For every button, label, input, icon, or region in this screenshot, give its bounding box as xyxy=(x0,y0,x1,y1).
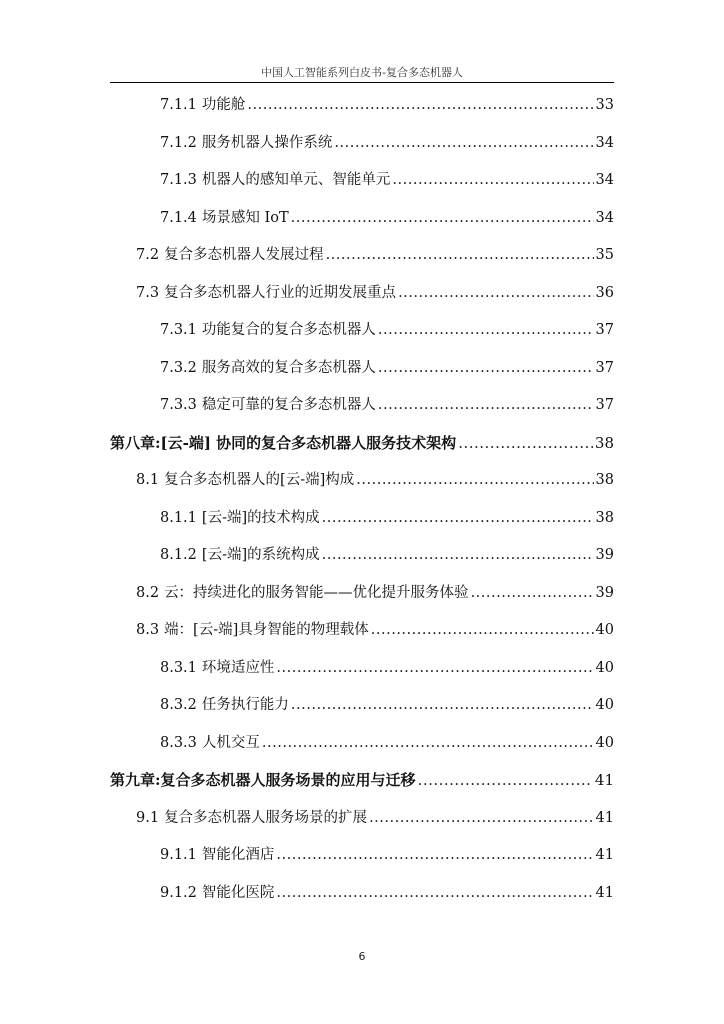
toc-entry-title: 服务高效的复合多态机器人 xyxy=(201,359,376,376)
toc-dot-leader xyxy=(322,544,594,566)
toc-dot-leader xyxy=(418,769,593,791)
toc-dot-leader xyxy=(371,619,594,641)
toc-dot-leader xyxy=(291,694,594,716)
toc-dot-leader xyxy=(378,319,594,341)
page-number: 6 xyxy=(358,950,366,963)
toc-entry[interactable] xyxy=(160,207,614,229)
toc-entry[interactable] xyxy=(160,694,614,716)
toc-entry-number: 7.1.3 xyxy=(160,172,197,188)
toc-entry[interactable] xyxy=(110,432,614,454)
toc-entry[interactable] xyxy=(160,544,614,566)
toc-entry-number: 7.1.4 xyxy=(160,209,197,226)
toc-entry[interactable] xyxy=(160,507,614,529)
toc-entry-title: 任务执行能力 xyxy=(201,697,289,713)
toc-entry-page: 39 xyxy=(595,547,614,563)
toc-entry[interactable] xyxy=(136,244,614,266)
toc-dot-leader xyxy=(291,207,594,229)
toc-entry-title: 功能舱 xyxy=(201,97,246,113)
toc-entry[interactable] xyxy=(160,882,614,904)
running-header: 中国人工智能系列白皮书-复合多态机器人 xyxy=(261,66,463,79)
toc-entry-page: 41 xyxy=(595,809,614,826)
toc-entry[interactable] xyxy=(160,844,614,866)
toc-entry-title: [云-端]的系统构成 xyxy=(201,547,320,563)
toc-entry-title: 复合多态机器人服务场景的扩展 xyxy=(164,809,368,826)
toc-entry-title: 复合多态机器人的[云-端]构成 xyxy=(164,472,355,488)
toc-entry-number: 8.3.3 xyxy=(160,734,197,751)
toc-entry-title: 智能化酒店 xyxy=(201,847,275,863)
toc-entry-page: 34 xyxy=(595,172,614,188)
toc-entry-number: 7.3 xyxy=(136,284,160,301)
toc-entry-title: 智能化医院 xyxy=(201,884,275,901)
toc-entry-title: [云-端]的技术构成 xyxy=(201,509,320,526)
toc-dot-leader xyxy=(334,132,593,154)
toc-entry-title: 人机交互 xyxy=(201,734,260,751)
toc-entry-number: 8.3.2 xyxy=(160,697,197,713)
toc-entry-number: 7.1.1 xyxy=(160,97,197,113)
toc-entry-page: 36 xyxy=(595,284,614,301)
toc-entry-page: 38 xyxy=(594,433,614,452)
toc-entry-page: 40 xyxy=(595,659,614,676)
toc-dot-leader xyxy=(276,882,593,904)
toc-entry[interactable] xyxy=(136,582,614,604)
toc-dot-leader xyxy=(398,282,593,304)
toc-entry-title: 复合多态机器人发展过程 xyxy=(164,247,324,263)
toc-entry-page: 40 xyxy=(595,622,614,638)
toc-entry[interactable] xyxy=(160,357,614,379)
toc-entry-number: 7.3.3 xyxy=(160,397,197,413)
toc-entry-number: 8.1.1 xyxy=(160,509,197,526)
toc-entry-page: 39 xyxy=(595,584,614,601)
toc-dot-leader xyxy=(471,582,594,604)
toc-entry-number: 9.1.2 xyxy=(160,884,197,901)
toc-entry[interactable] xyxy=(160,94,614,116)
toc-dot-leader xyxy=(458,432,593,454)
toc-entry-number: 8.3.1 xyxy=(160,659,197,676)
toc-entry[interactable] xyxy=(160,132,614,154)
toc-entry-number: 8.2 xyxy=(136,584,160,601)
toc-entry-title: 功能复合的复合多态机器人 xyxy=(201,322,376,338)
toc-entry-page: 41 xyxy=(595,847,614,863)
toc-entry-page: 41 xyxy=(594,771,614,789)
toc-entry-page: 38 xyxy=(595,509,614,526)
toc-entry-title: 云：持续进化的服务智能——优化提升服务体验 xyxy=(164,584,469,601)
toc-entry[interactable] xyxy=(160,169,614,191)
toc-entry[interactable] xyxy=(160,319,614,341)
toc-entry-number: 7.3.2 xyxy=(160,359,197,376)
toc-entry-number: 8.1 xyxy=(136,472,160,488)
toc-entry-page: 41 xyxy=(595,884,614,901)
toc-dot-leader xyxy=(356,469,593,491)
toc-entry-number: 8.3 xyxy=(136,622,160,638)
toc-entry-title: 机器人的感知单元、智能单元 xyxy=(201,172,391,188)
toc-dot-leader xyxy=(369,807,593,829)
toc-entry[interactable] xyxy=(136,282,614,304)
toc-entry-title: 复合多态机器人行业的近期发展重点 xyxy=(164,284,397,301)
toc-dot-leader xyxy=(322,507,594,529)
toc-entry-page: 38 xyxy=(595,472,614,488)
toc-entry-number: 9.1.1 xyxy=(160,847,197,863)
toc-entry-title: 稳定可靠的复合多态机器人 xyxy=(201,397,376,413)
toc-entry[interactable] xyxy=(160,732,614,754)
toc-entry-page: 37 xyxy=(595,322,614,338)
toc-entry-page: 40 xyxy=(595,697,614,713)
toc-entry-page: 34 xyxy=(595,134,614,151)
toc-dot-leader xyxy=(392,169,593,191)
toc-entry[interactable] xyxy=(136,807,614,829)
toc-entry-title: 环境适应性 xyxy=(201,659,275,676)
toc-dot-leader xyxy=(276,657,593,679)
toc-entry-page: 34 xyxy=(595,209,614,226)
toc-entry-title: 服务机器人操作系统 xyxy=(201,134,333,151)
toc-entry-number: 7.3.1 xyxy=(160,322,197,338)
toc-entry-page: 40 xyxy=(595,734,614,751)
toc-dot-leader xyxy=(262,732,594,754)
toc-entry-page: 35 xyxy=(595,247,614,263)
toc-entry-title: 端：[云-端]具身智能的物理载体 xyxy=(164,622,369,638)
toc-entry-number: 9.1 xyxy=(136,809,160,826)
toc-entry-title: 第九章:复合多态机器人服务场景的应用与迁移 xyxy=(110,771,416,789)
toc-entry[interactable] xyxy=(136,619,614,641)
toc-entry-title: 场景感知 IoT xyxy=(201,209,289,226)
toc-entry-page: 33 xyxy=(595,97,614,113)
toc-dot-leader xyxy=(326,244,594,266)
toc-dot-leader xyxy=(378,357,594,379)
toc-entry[interactable] xyxy=(160,657,614,679)
toc-dot-leader xyxy=(276,844,593,866)
toc-entry-page: 37 xyxy=(595,359,614,376)
header-rule xyxy=(110,82,614,83)
toc-entry[interactable] xyxy=(160,394,614,416)
toc-entry-number: 7.1.2 xyxy=(160,134,197,151)
toc-entry[interactable] xyxy=(136,469,614,491)
toc-entry[interactable] xyxy=(110,769,614,791)
toc-dot-leader xyxy=(247,94,593,116)
toc-entry-number: 7.2 xyxy=(136,247,160,263)
toc-entry-number: 8.1.2 xyxy=(160,547,197,563)
toc-entry-title: 第八章:[云-端] 协同的复合多态机器人服务技术架构 xyxy=(110,433,457,452)
toc-entry-page: 37 xyxy=(595,397,614,413)
toc-dot-leader xyxy=(378,394,594,416)
